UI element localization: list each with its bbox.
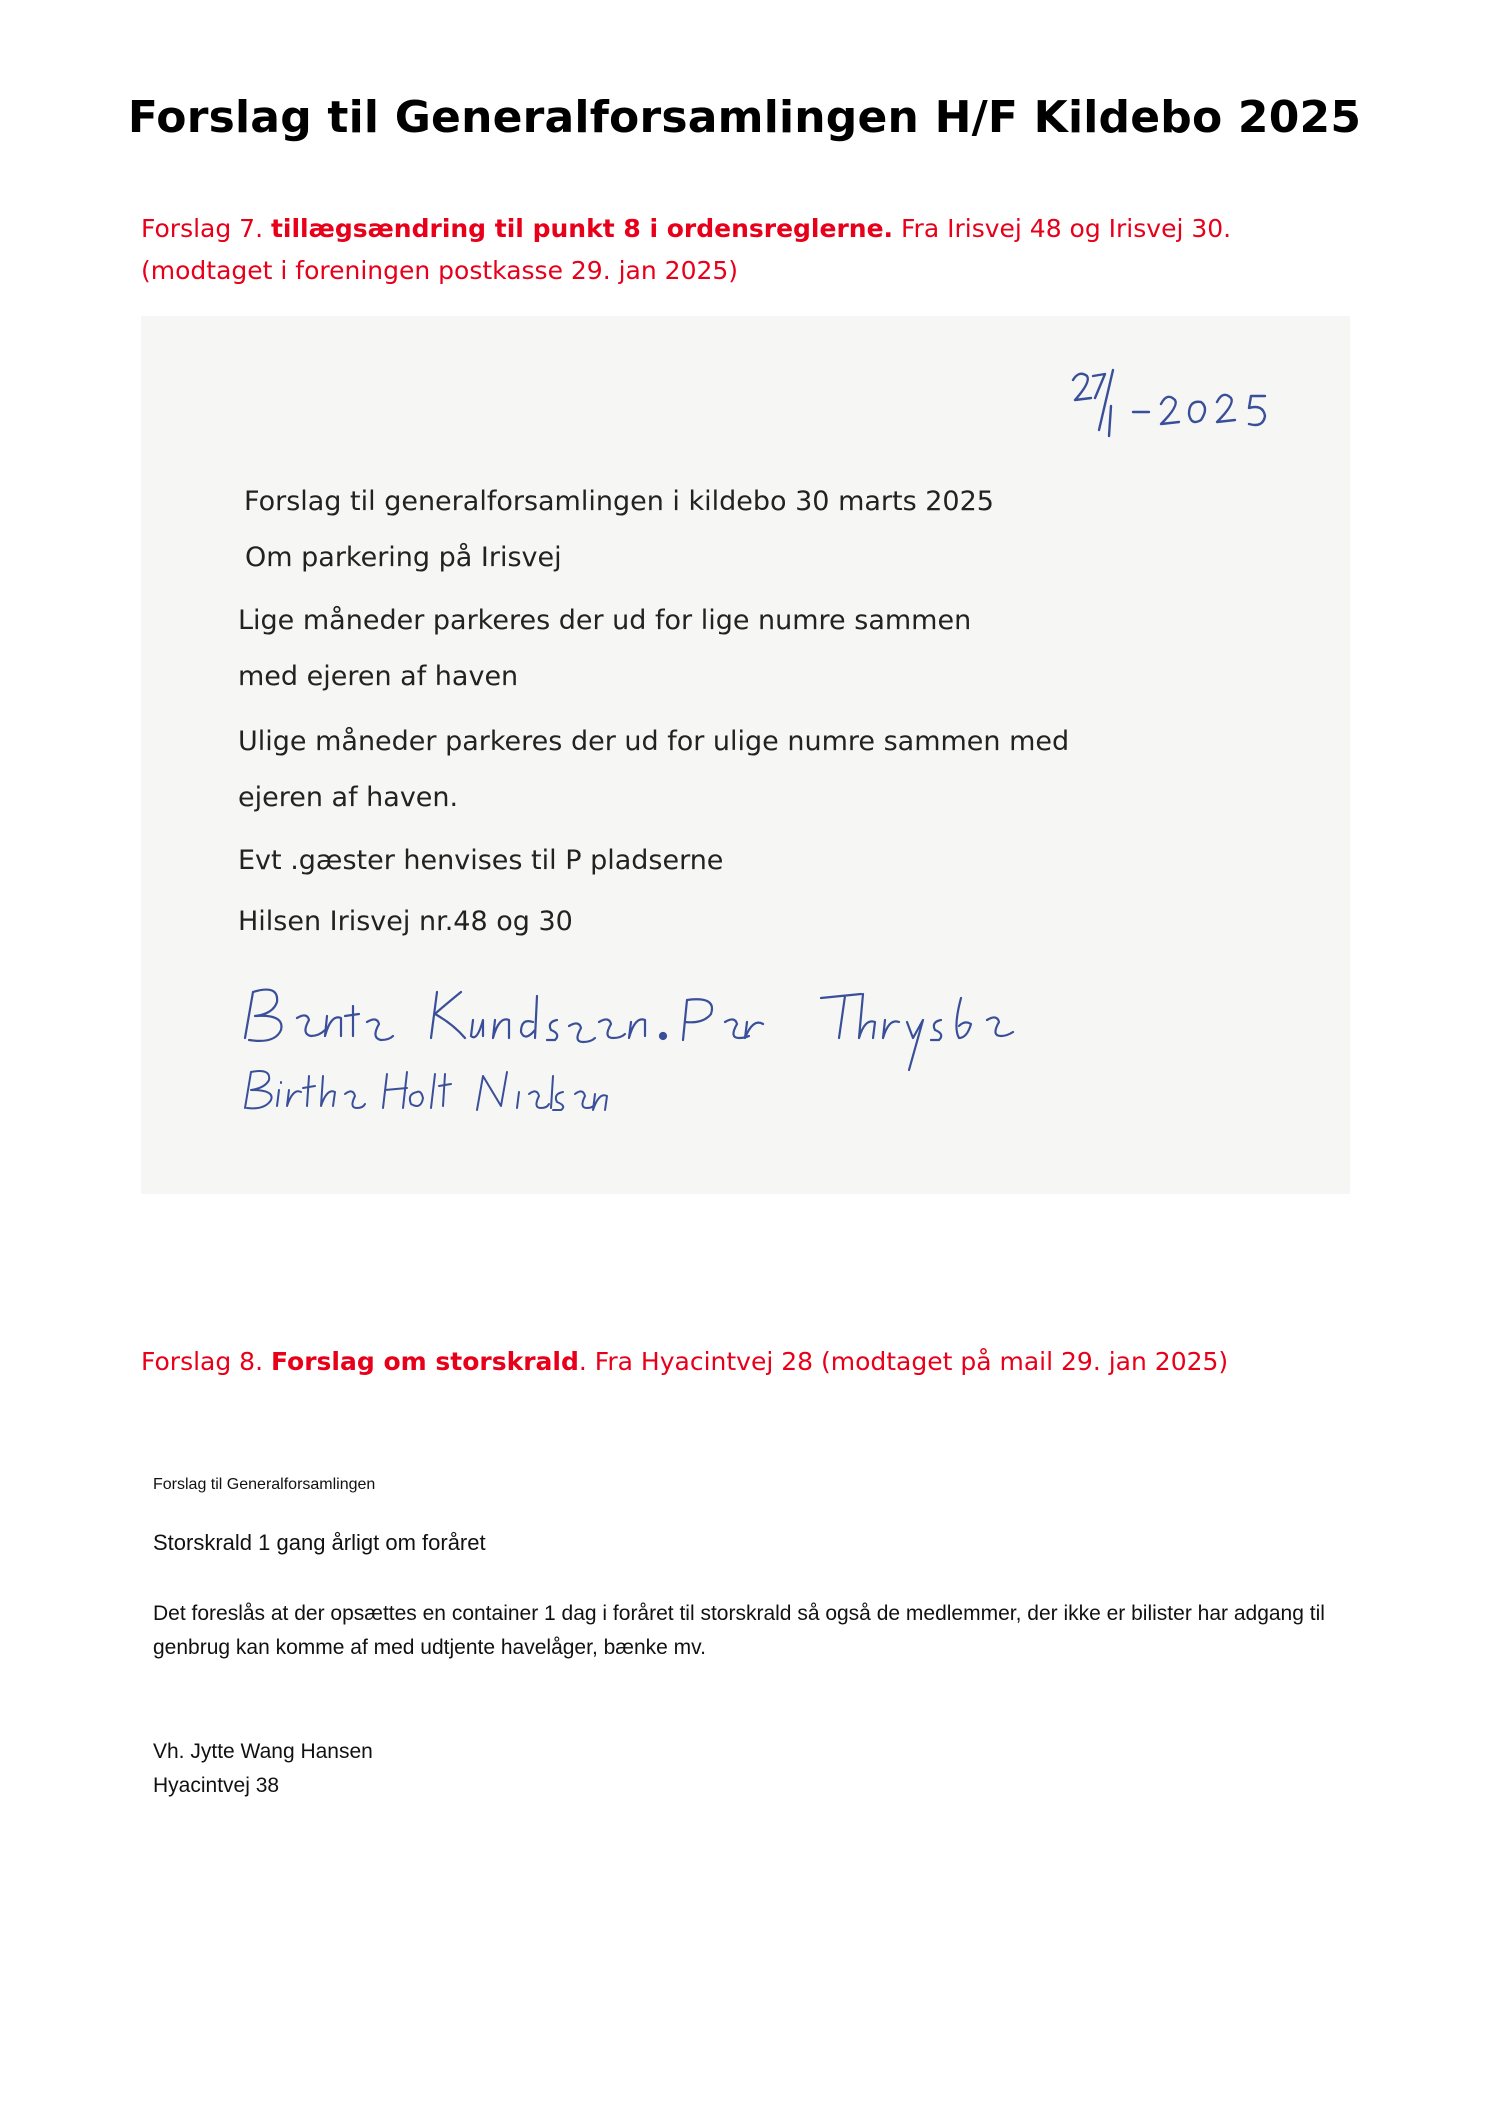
signature-2 (245, 1071, 607, 1110)
proposal-7-source: Fra Irisvej 48 og Irisvej 30. (modtaget i foreningen postkasse 29. jan 2025) (141, 214, 1232, 285)
scanned-letter (141, 316, 1350, 1194)
email-closing: Vh. Jytte Wang Hansen (153, 1740, 373, 1763)
proposal-8-prefix: Forslag 8. (141, 1347, 271, 1376)
letter-line-5: Ulige måneder parkeres der ud for ulige numre sammen med (238, 726, 1070, 757)
letter-line-4: med ejeren af haven (238, 661, 519, 692)
proposal-8-title: Forslag om storskrald (270, 1347, 579, 1376)
proposal-7-heading (141, 208, 1356, 292)
letter-line-6: ejeren af haven. (238, 782, 459, 813)
email-header: Forslag til Generalforsamlingen (153, 1476, 376, 1493)
email-subject: Storskrald 1 gang årligt om foråret (153, 1530, 486, 1555)
email-body: Det foreslås at der opsættes en container 1 dag i foråret til storskrald så også de medlemmer, der ikke er bilister har adgang til genbrug kan komme af med udtjente havelåger, bænke mv. (153, 1602, 1325, 1659)
letter-line-1: Forslag til generalforsamlingen i kildebo 30 marts 2025 (244, 486, 994, 517)
proposal-7-title: tillægsændring til punkt 8 i ordensreglerne. (270, 214, 894, 243)
proposal-8-heading (141, 1341, 1356, 1383)
handwritten-date (1073, 370, 1265, 436)
proposal-8-source: . Fra Hyacintvej 28 (modtaget på mail 29. jan 2025) (578, 1347, 1229, 1376)
letter-line-7: Evt .gæster henvises til P pladserne (238, 845, 724, 876)
page-title: Forslag til Generalforsamlingen H/F Kildebo 2025 (127, 92, 1362, 143)
proposal-7-prefix: Forslag 7. (141, 214, 271, 243)
letter-line-3: Lige måneder parkeres der ud for lige numre sammen (238, 605, 972, 636)
letter-line-2: Om parkering på Irisvej (245, 542, 562, 573)
letter-line-8: Hilsen Irisvej nr.48 og 30 (238, 906, 573, 937)
email-address: Hyacintvej 38 (153, 1774, 280, 1797)
signature-1 (245, 990, 1013, 1070)
